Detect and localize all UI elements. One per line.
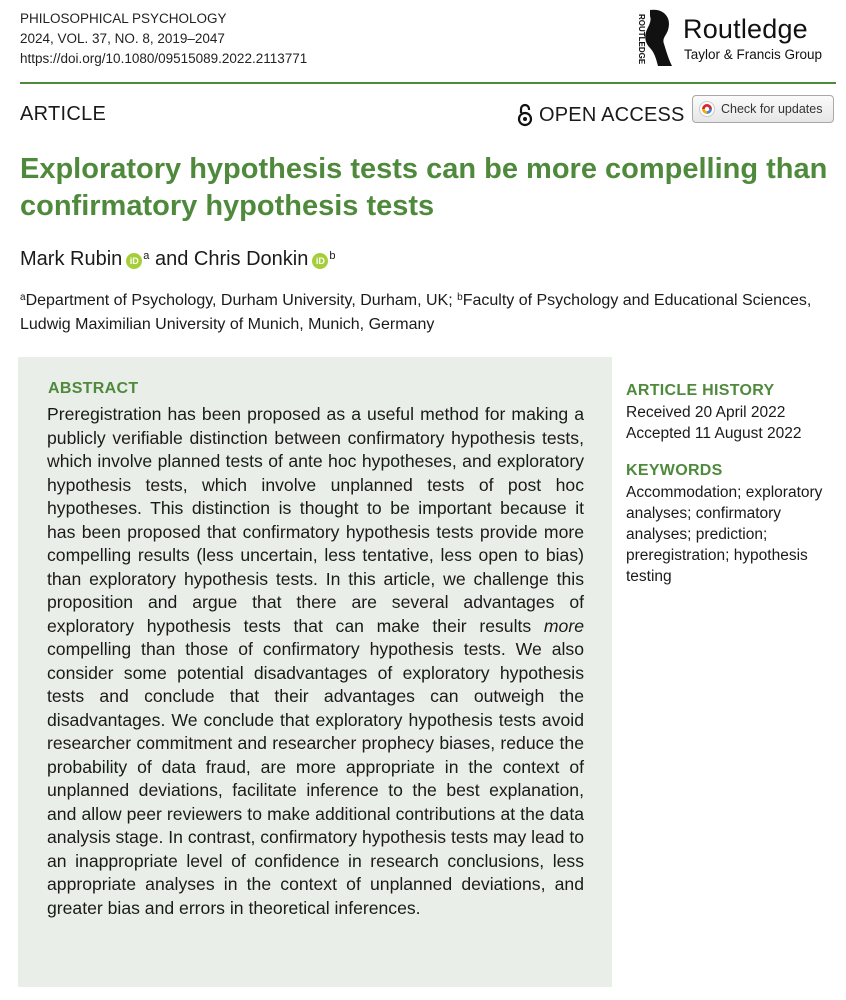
keywords-list: Accommodation; exploratory analyses; confirmatory analyses; prediction; preregistration; hypothesis testing — [626, 484, 823, 585]
abstract-emphasis: more — [543, 615, 584, 636]
crossmark-icon — [699, 101, 715, 117]
author-name[interactable]: Mark Rubin — [20, 248, 123, 270]
publisher-group: Taylor & Francis Group — [684, 47, 823, 62]
publisher-logo — [628, 8, 840, 70]
keywords-heading: KEYWORDS — [626, 462, 723, 479]
keywords-section — [626, 460, 838, 587]
history-accepted: Accepted 11 August 2022 — [626, 425, 802, 442]
article-type: ARTICLE — [20, 103, 107, 125]
history-received: Received 20 April 2022 — [626, 404, 786, 421]
affil-marker-a: a — [20, 292, 26, 303]
check-for-updates-button[interactable] — [692, 95, 834, 123]
publisher-side-text — [630, 12, 646, 66]
abstract-text: Preregistration has been proposed as a useful method for making a publicly verifiable distinction between confirmatory hypothesis tests, which involve planned tests of ante hoc hypotheses, and exploratory hypothesis tests, which involve unplanned tests of post hoc hypotheses. This distinction is thought to be important because it has been proposed that confirmatory hypothesis tests provide more compelling results (less uncertain, less tentative, less open to bias) than exploratory hypothesis tests. In this article, we challenge this proposition and argue that there are several advantages of exploratory hypothesis tests that can make their results more compelling than those of confirmatory hypothesis tests. We also consider some potential disadvantages of exploratory hypothesis tests and conclude that their advantages can outweigh the disadvantages. We conclude that exploratory hypothesis tests avoid researcher commitment and researcher prophecy biases, reduce the probability of data fraud, are more appropriate in the context of unplanned deviations, facilitate inference to the best explanation, and allow peer reviewers to make additional contributions at the data analysis stage. In contrast, confirmatory hypothesis tests may lead to an inappropriate level of confidence in research conclusions, less appropriate analyses in the context of unplanned deviations, and greater bias and errors in theoretical inferences. — [47, 404, 584, 918]
affil-marker-b: b — [457, 292, 463, 303]
author-conjunction: and — [154, 248, 189, 270]
open-access-label: OPEN ACCESS — [539, 103, 685, 126]
affiliation-a: Department of Psychology, Durham University, Durham, UK; — [25, 292, 453, 309]
affiliation-b: Faculty of Psychology and Educational Sciences, Ludwig Maximilian University of Munich, Munich, Germany — [20, 292, 812, 333]
journal-info — [20, 9, 307, 69]
orcid-icon[interactable]: iD — [312, 253, 328, 269]
open-access-badge — [517, 101, 685, 129]
check-for-updates-label: Check for updates — [721, 102, 823, 116]
orcid-icon[interactable]: iD — [126, 253, 142, 269]
history-heading: ARTICLE HISTORY — [626, 382, 775, 399]
open-lock-icon — [517, 103, 533, 127]
affiliations — [20, 286, 840, 337]
author-name[interactable]: Chris Donkin — [193, 248, 309, 270]
article-history — [626, 380, 838, 444]
header-divider — [20, 82, 836, 84]
author-list — [20, 242, 336, 273]
journal-name: PHILOSOPHICAL PSYCHOLOGY — [20, 11, 227, 26]
author-affil-marker: b — [329, 250, 336, 262]
svg-text:ROUTLEDGE: ROUTLEDGE — [637, 14, 646, 65]
journal-issue: 2024, VOL. 37, NO. 8, 2019–2047 — [20, 31, 225, 46]
doi-link[interactable]: https://doi.org/10.1080/09515089.2022.2113771 — [20, 51, 308, 66]
article-title: Exploratory hypothesis tests can be more compelling than confirmatory hypothesis tests — [20, 153, 828, 222]
abstract-heading: ABSTRACT — [48, 380, 139, 397]
publisher-name: Routledge — [683, 14, 808, 44]
author-affil-marker: a — [143, 250, 150, 262]
